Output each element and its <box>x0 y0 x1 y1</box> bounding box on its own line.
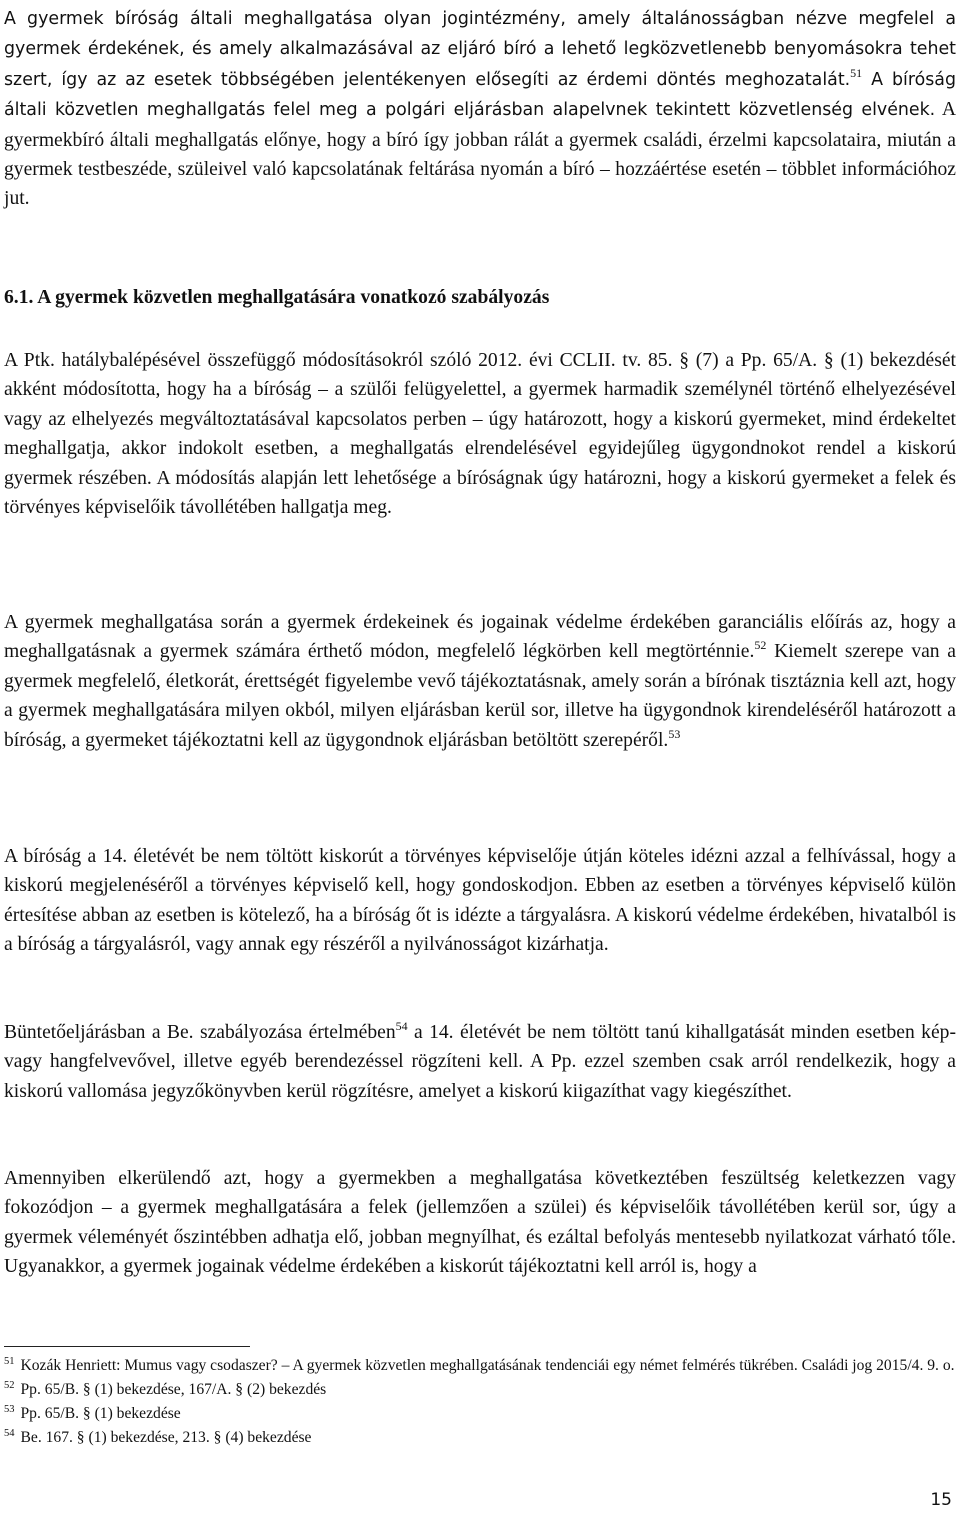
paragraph-5-part-1: Büntetőeljárásban a Be. szabályozása értelmében <box>4 1022 396 1043</box>
paragraph-2 <box>4 346 956 522</box>
paragraph-3-part-1: A gyermek meghallgatása során a gyermek érdekeinek és jogainak védelme érdekében garanciális előírás az, hogy a meghallgatásnak a gyermek számára érthető módon, megfelelő légkörben kell megtörténnie. <box>4 612 956 663</box>
footnote-ref-52[interactable]: 52 <box>754 638 767 653</box>
footnote-separator <box>4 1346 250 1347</box>
paragraph-6: Amennyiben elkerülendő azt, hogy a gyermekben a meghallgatása következtében feszültség keletkezzen vagy fokozódjon – a gyermek meghallgatására a felek (jellemzően a szülei) és képviselőik távollétében kerül sor, úgy a gyermek véleményét őszintébben adhatja elő, jobban megnyílhat, és ezáltal befolyás mentesebb nyilatkozat várható tőle. Ugyanakkor, a gyermek jogainak védelme érdekében a kiskorút tájékoztatni kell arról is, hogy a <box>4 1168 956 1278</box>
footnote-text: Pp. 65/B. § (1) bekezdése, 167/A. § (2) bekezdés <box>20 1381 327 1398</box>
footnote-text: Kozák Henriett: Mumus vagy csodaszer? – A gyermek közvetlen meghallgatásának tendenciái egy német felmérés tükrében. Családi jog 2015/4. 9. o. <box>20 1357 955 1374</box>
paragraph-1-part-2: A bíróság általi közvetlen meghallgatás felel meg a polgári eljárásban alapelvnek tekintett közvetlenség elvének. <box>4 69 956 121</box>
paragraph-5-part-2: a 14. életévét be nem töltött tanú kihallgatását minden esetben kép- vagy hangfelvevővel, illetve egyéb berendezéssel rögzíteni kell. A Pp. ezzel szemben csak arról rendelkezik, hogy a kiskorú vallomása jegyzőkönyvben kerül rögzítésre, amelyet a kiskorú kiigazíthat vagy kiegészíthet. <box>4 1022 956 1102</box>
paragraph-2-part-1: A Ptk. hatálybalépésével összefüggő módosításokról szóló 2012. évi CCLII. tv. 85. § (7) a Pp. 65/A. § (1) bekezdését akként módosította, hogy ha a bíróság – a szülői felügyelettel, a gyermek harmadik személynél történő elhelyezésével vagy az elhelyezés megváltoztatásával kapcsolatos perben – úgy határozott, hogy a kiskorú gyermeket, mind érdekeltet meghallgatja, akkor indokolt esetben, a meghallgatás elrendelésével egyidejűleg ügygondnokot rendel a kiskorú gyermek részében. <box>4 350 956 489</box>
footnote-54 <box>4 1426 956 1450</box>
section-heading: 6.1. A gyermek közvetlen meghallgatására vonatkozó szabályozás <box>4 287 550 308</box>
footnote-number: 52 <box>4 1380 15 1391</box>
footnote-number: 54 <box>4 1428 15 1439</box>
footnote-text: Pp. 65/B. § (1) bekezdése <box>20 1405 181 1422</box>
paragraph-3-part-2: Kiemelt szerepe van a gyermek megfelelő, életkorát, érettségét figyelembe vevő tájékoztatásnak, amely során a bírónak tisztáznia kell azt, hogy a gyermek meghallgatására milyen okból, milyen eljárásban kerül sor, illetve ha ügygondnok kirendeléséről határozott a bíróság, a gyermeket tájékoztatni kell az ügygondnok eljárásban betöltött szerepéről. <box>4 641 956 751</box>
paragraph-1 <box>4 4 956 214</box>
footnotes <box>4 1354 956 1450</box>
footnote-number: 51 <box>4 1356 15 1367</box>
paragraph-4: A bíróság a 14. életévét be nem töltött kiskorút a törvényes képviselője útján köteles idézni azzal a felhívással, hogy a kiskorú megjelenéséről a törvényes képviselő kell, hogy gondoskodjon. Ebben az esetben a törvényes képviselő külön értesítése abban az esetben is kötelező, ha a bíróság őt is idézte a tárgyalásra. A kiskorú védelme érdekében, hivatalból is a bíróság a tárgyalásról, vagy annak egy részéről a nyilvánosságot kizárhatja. <box>4 846 956 956</box>
footnote-number: 53 <box>4 1404 15 1415</box>
footnote-52 <box>4 1378 956 1402</box>
footnote-51 <box>4 1354 956 1378</box>
footnote-ref-51[interactable]: 51 <box>850 65 863 80</box>
paragraph-5 <box>4 1018 956 1106</box>
footnote-ref-53[interactable]: 53 <box>668 726 681 741</box>
footnote-text: Be. 167. § (1) bekezdése, 213. § (4) bekezdése <box>20 1429 312 1446</box>
paragraph-1-part-3: A gyermekbíró általi meghallgatás előnye, hogy a bíró így jobban rálát a gyermek családi, érzelmi kapcsolataira, miután a gyermek testbeszéde, szüleivel való kapcsolatának feltárása nyomán a bíró – hozzáértése esetén – többlet információhoz jut. <box>4 99 957 210</box>
footnote-53 <box>4 1402 956 1426</box>
paragraph-2-part-2: A módosítás alapján lett lehetősége a bíróságnak úgy határozni, hogy a kiskorú gyermeket a felek és törvényes képviselőik távollétében hallgatja meg. <box>4 467 956 519</box>
paragraph-3 <box>4 608 956 755</box>
page-number: 15 <box>930 1490 952 1510</box>
paragraph-1-part-1: A gyermek bíróság általi meghallgatása olyan jogintézmény, amely általánosságban nézve megfelel a gyermek érdekének, és amely alkalmazásával az eljáró bíró a lehető legközvetlenebb benyomásokra tehet szert, így az az esetek többségében jelentékenyen elősegíti az érdemi döntés meghozatalát. <box>4 9 956 90</box>
footnote-ref-54[interactable]: 54 <box>395 1019 408 1033</box>
